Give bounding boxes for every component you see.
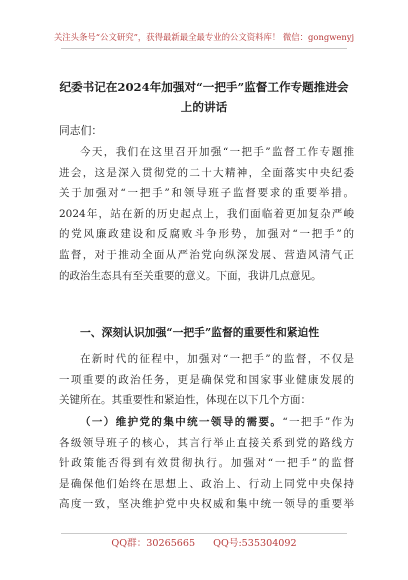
subsection-heading: （一）维护党的集中统一领导的需要。 [80, 416, 283, 428]
paragraph-line: 一项重要的政治任务，更是确保党和国家事业健康发展的 [59, 373, 354, 386]
paragraph-line: 进会，这是深入贯彻党的二十大精神，全面落实中央纪委 [59, 166, 354, 179]
paragraph-line: 关键所在。其重要性和紧迫性，体现在以下几个方面： [59, 394, 311, 407]
paragraph-line: 各级领导班子的核心，其言行举止直接关系到党的路线方 [59, 436, 354, 449]
paragraph-line: 针政策能否得到有效贯彻执行。加强对“一把手”的监督 [59, 457, 354, 470]
qq-group: QQ群：30265665 [111, 538, 196, 549]
document-title [52, 77, 356, 117]
paragraph-line [59, 412, 354, 433]
title-line-2: 上的讲话 [180, 100, 228, 114]
title-line-1: 纪委书记在2024年加强对“一把手”监督工作专题推进会 [59, 80, 349, 94]
paragraph-line: 监督，对于推动全面从严治党向纵深发展、营造风清气正 [59, 248, 354, 261]
paragraph-section-intro [59, 349, 354, 411]
salutation: 同志们： [59, 124, 103, 137]
paragraph-line: 2024年，站在新的历史起点上，我们面临着更加复杂严峻 [59, 207, 354, 220]
promo-banner: 关注头条号“公文研究”，获得最新最全最专业的公文资料库！ 微信：gongwenyj [53, 32, 355, 42]
paragraph-line: 关于加强对“一把手”和领导班子监督要求的重要举措。 [59, 187, 354, 200]
paragraph-line-rest: “一把手”作为 [282, 416, 354, 428]
footer-divider [61, 533, 347, 534]
paragraph-line: 是确保他们始终在思想上、政治上、行动上同党中央保持 [59, 477, 354, 490]
contact-footer [0, 537, 408, 551]
paragraph-line: 的政治生态具有至关重要的意义。下面，我讲几点意见。 [59, 269, 322, 282]
paragraph-intro [59, 142, 354, 286]
paragraph-line: 高度一致，坚决维护党中央权威和集中统一领导的重要举 [59, 498, 354, 511]
qq-number: QQ号:535304092 [213, 538, 297, 549]
paragraph-line: 的党风廉政建设和反腐败斗争形势，加强对“一把手”的 [59, 228, 354, 241]
section-heading: 一、深刻认识加强“一把手”监督的重要性和紧迫性 [80, 326, 320, 339]
paragraph-subsection-1 [59, 412, 354, 515]
paragraph-line: 在新时代的征程中，加强对“一把手”的监督，不仅是 [80, 353, 354, 365]
paragraph-line: 今天，我们在这里召开加强“一把手”监督工作专题推 [80, 146, 354, 158]
header-divider [61, 48, 347, 49]
